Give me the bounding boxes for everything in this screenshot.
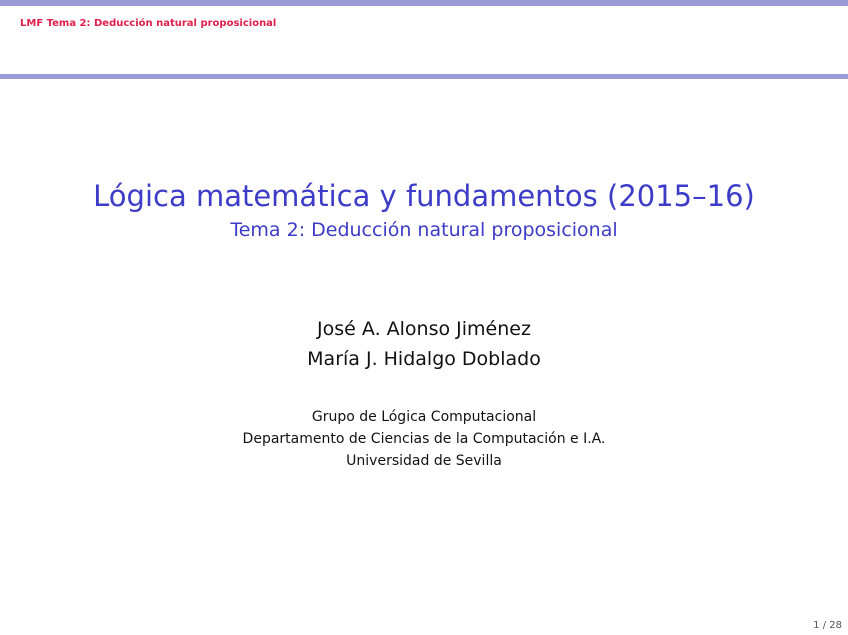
institute-department: Departamento de Ciencias de la Computación e I.A. xyxy=(242,431,606,447)
authors xyxy=(0,314,848,374)
slide-header xyxy=(0,6,848,74)
institute-university: Universidad de Sevilla xyxy=(346,453,502,469)
slide-title: Lógica matemática y fundamentos (2015–16) xyxy=(93,179,755,213)
page-number: 1 / 28 xyxy=(813,620,842,631)
header-rule xyxy=(0,74,848,79)
author-name: María J. Hidalgo Doblado xyxy=(307,348,541,370)
running-title[interactable]: LMF Tema 2: Deducción natural proposicional xyxy=(20,18,277,29)
institute xyxy=(0,406,848,472)
author-name: José A. Alonso Jiménez xyxy=(317,318,531,340)
title-block xyxy=(0,176,848,244)
slide-subtitle: Tema 2: Deducción natural proposicional xyxy=(230,219,618,241)
institute-group: Grupo de Lógica Computacional xyxy=(311,409,537,425)
